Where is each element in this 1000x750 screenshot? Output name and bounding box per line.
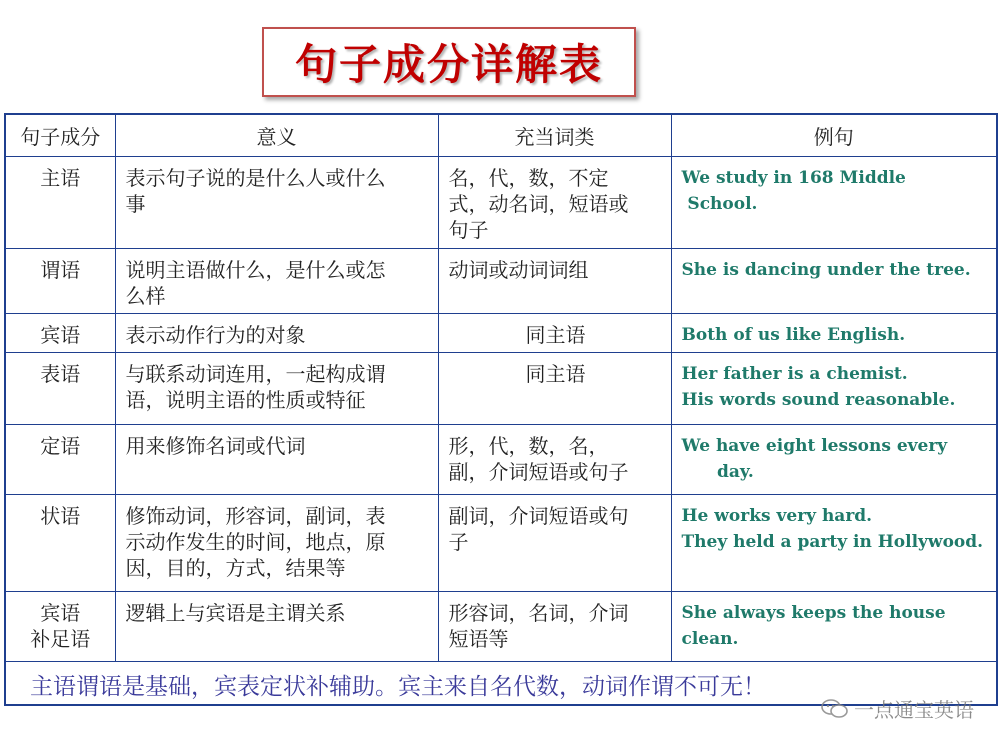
word-class-cell-line: 副词，介词短语或句 [448,503,629,528]
meaning-cell-line: 语，说明主语的性质或特征 [125,387,366,412]
table-row [5,248,997,313]
watermark [820,694,974,723]
example-cell [671,313,997,352]
meaning-cell-line: 说明主语做什么，是什么或怎 [125,257,386,282]
example-cell-line: day. [681,461,754,482]
component-cell-line: 表语 [40,361,81,386]
word-class-cell [438,352,671,424]
component-cell-line: 谓语 [40,257,81,282]
header-word-class: 充当词类 [438,114,671,156]
table-row [5,156,997,248]
watermark-text: 一点通宝英语 [854,698,974,722]
component-cell [5,352,115,424]
example-cell-line: School. [681,193,758,214]
example-cell-line: She always keeps the house [681,602,946,623]
meaning-cell [115,494,438,591]
meaning-cell-line: 事 [125,191,146,216]
component-cell [5,156,115,248]
mnemonic-footer: 主语谓语是基础，宾表定状补辅助。宾主来自名代数，动词作谓不可无！ [5,661,997,705]
component-cell [5,424,115,494]
example-cell-line: Her father is a chemist. [681,363,908,384]
word-class-cell [438,591,671,661]
example-cell [671,424,997,494]
word-class-cell-line: 子 [448,529,469,554]
meaning-cell-line: 与联系动词连用，一起构成谓 [125,361,386,386]
example-cell-line: She is dancing under the tree. [681,259,971,280]
word-class-cell-line: 形容词，名词，介词 [448,600,629,625]
word-class-cell-line: 短语等 [448,626,509,651]
component-cell-line: 状语 [40,503,81,528]
component-cell-line: 定语 [40,433,81,458]
meaning-cell [115,424,438,494]
example-cell [671,352,997,424]
word-class-cell-line: 形，代，数，名， [448,433,609,458]
word-class-cell-line: 动词或动词词组 [448,257,589,282]
word-class-cell-line: 副，介词短语或句子 [448,459,629,484]
word-class-cell [438,156,671,248]
meaning-cell-line: 修饰动词，形容词，副词，表 [125,503,386,528]
meaning-cell [115,352,438,424]
meaning-cell-line: 示动作发生的时间，地点，原 [125,529,386,554]
meaning-cell-line: 表示句子说的是什么人或什么 [125,165,386,190]
component-cell [5,494,115,591]
component-cell-line: 宾语 [40,600,81,625]
example-cell-line: We study in 168 Middle [681,167,906,188]
meaning-cell [115,248,438,313]
word-class-cell [438,494,671,591]
meaning-cell [115,313,438,352]
component-cell-line: 补足语 [30,626,91,651]
meaning-cell [115,591,438,661]
meaning-cell-line: 么样 [125,283,166,308]
word-class-cell [438,313,671,352]
header-component: 句子成分 [5,114,115,156]
header-meaning: 意义 [115,114,438,156]
example-cell-line: They held a party in Hollywood. [681,531,984,552]
table-header-row [5,114,997,156]
example-cell-line: He works very hard. [681,505,873,526]
word-class-cell-line: 同主语 [525,322,586,347]
example-cell-line: clean. [681,628,739,649]
word-class-cell [438,248,671,313]
word-class-cell [438,424,671,494]
example-cell-line: We have eight lessons every [681,435,948,456]
example-cell-line: Both of us like English. [681,324,906,345]
table-row [5,352,997,424]
meaning-cell-line: 因，目的，方式，结果等 [125,555,346,580]
word-class-cell-line: 句子 [448,217,489,242]
table-row [5,424,997,494]
component-cell-line: 宾语 [40,322,81,347]
table-row [5,591,997,661]
meaning-cell-line: 用来修饰名词或代词 [125,433,306,458]
meaning-cell-line: 表示动作行为的对象 [125,322,306,347]
meaning-cell-line: 逻辑上与宾语是主谓关系 [125,600,346,625]
meaning-cell [115,156,438,248]
wechat-icon [820,698,850,720]
table-row [5,494,997,591]
header-example: 例句 [671,114,997,156]
component-cell [5,591,115,661]
word-class-cell-line: 名，代，数，不定 [448,165,609,190]
word-class-cell-line: 同主语 [525,361,586,386]
sentence-component-table [4,113,998,706]
example-cell-line: His words sound reasonable. [681,389,956,410]
word-class-cell-line: 式，动名词，短语或 [448,191,629,216]
component-cell-line: 主语 [40,165,81,190]
component-cell [5,248,115,313]
example-cell [671,494,997,591]
example-cell [671,591,997,661]
component-cell [5,313,115,352]
page-title: 句子成分详解表 [294,40,603,89]
title-box [262,27,636,97]
example-cell [671,156,997,248]
table-row [5,313,997,352]
example-cell [671,248,997,313]
